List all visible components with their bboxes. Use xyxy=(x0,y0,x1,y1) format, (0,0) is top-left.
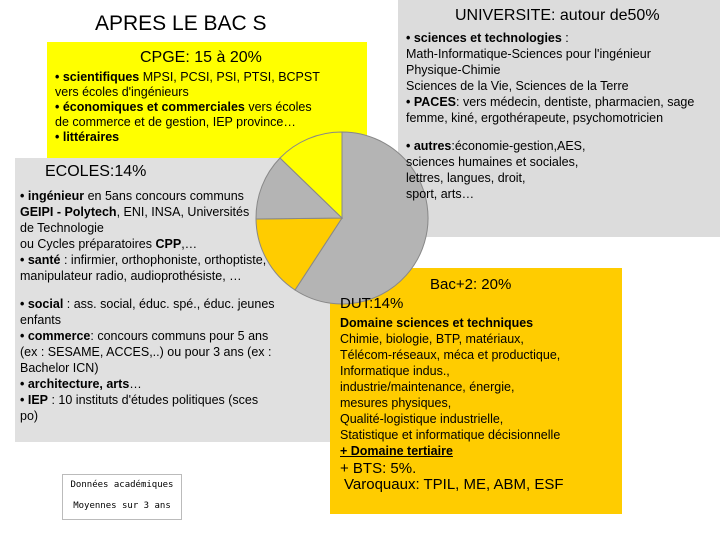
sciences-label: • sciences et technologies xyxy=(406,31,562,45)
universite-title: UNIVERSITE: autour de50% xyxy=(455,7,660,24)
page-title: APRES LE BAC S xyxy=(95,12,267,35)
bts-label: + BTS: 5%. xyxy=(340,460,417,477)
source-note: Données académiques Moyennes sur 3 ans xyxy=(62,474,182,520)
bac2-title: Bac+2: 20% xyxy=(430,276,512,293)
bac2-text: DUT:14% Domaine sciences et techniques Chimie, biologie, BTP, matériaux, Télécom-réseaux, méca et productique, Informatique indus., industrie/maintenance, énergie, mesures physiques, Qualité-logistique industrielle, Statistique et informatique décisionnelle + Domaine tertiaire + BTS: 5%. Varoquaux: TPIL, ME, ABM, ESF xyxy=(340,296,620,493)
ecoles-title: ECOLES:14% xyxy=(45,163,147,180)
cpge-title: CPGE: 15 à 20% xyxy=(140,49,262,66)
paces-label: • PACES xyxy=(406,95,456,109)
cpge-text: • scientifiques MPSI, PCSI, PSI, PTSI, BCPST vers écoles d'ingénieurs • économiques et commerciales vers écoles de commerce et de gestion, IEP province… • littéraires xyxy=(55,70,320,144)
dut-label: DUT:14% xyxy=(340,295,404,312)
autres-label: • autres xyxy=(406,139,452,153)
ecoles-text: • ingénieur en 5ans concours communs GEIPI - Polytech, ENI, INSA, Universités de Technologie ou Cycles préparatoires CPP,… • santé : infirmier, orthophoniste, orthoptiste, manipulateur radio, audioprothésiste, … • social : ass. social, éduc. spé., éduc. jeunes enfants • commerce: concours communs pour 5 ans (ex : SESAME, ACCES,..) ou pour 3 ans (ex : Bachelor ICN) • architecture, arts… • IEP : 10 instituts d'études politiques (sces po) xyxy=(20,189,275,423)
universite-text: • sciences et technologies : Math-Informatique-Sciences pour l'ingénieur Physique-Chimie Sciences de la Vie, Sciences de la Terre • PACES: vers médecin, dentiste, pharmacien, sage femme, kiné, ergothérapeute, psychomotricien • autres:économie-gestion,AES, sciences humaines et sociales, lettres, langues, droit, sport, arts… xyxy=(406,31,695,201)
